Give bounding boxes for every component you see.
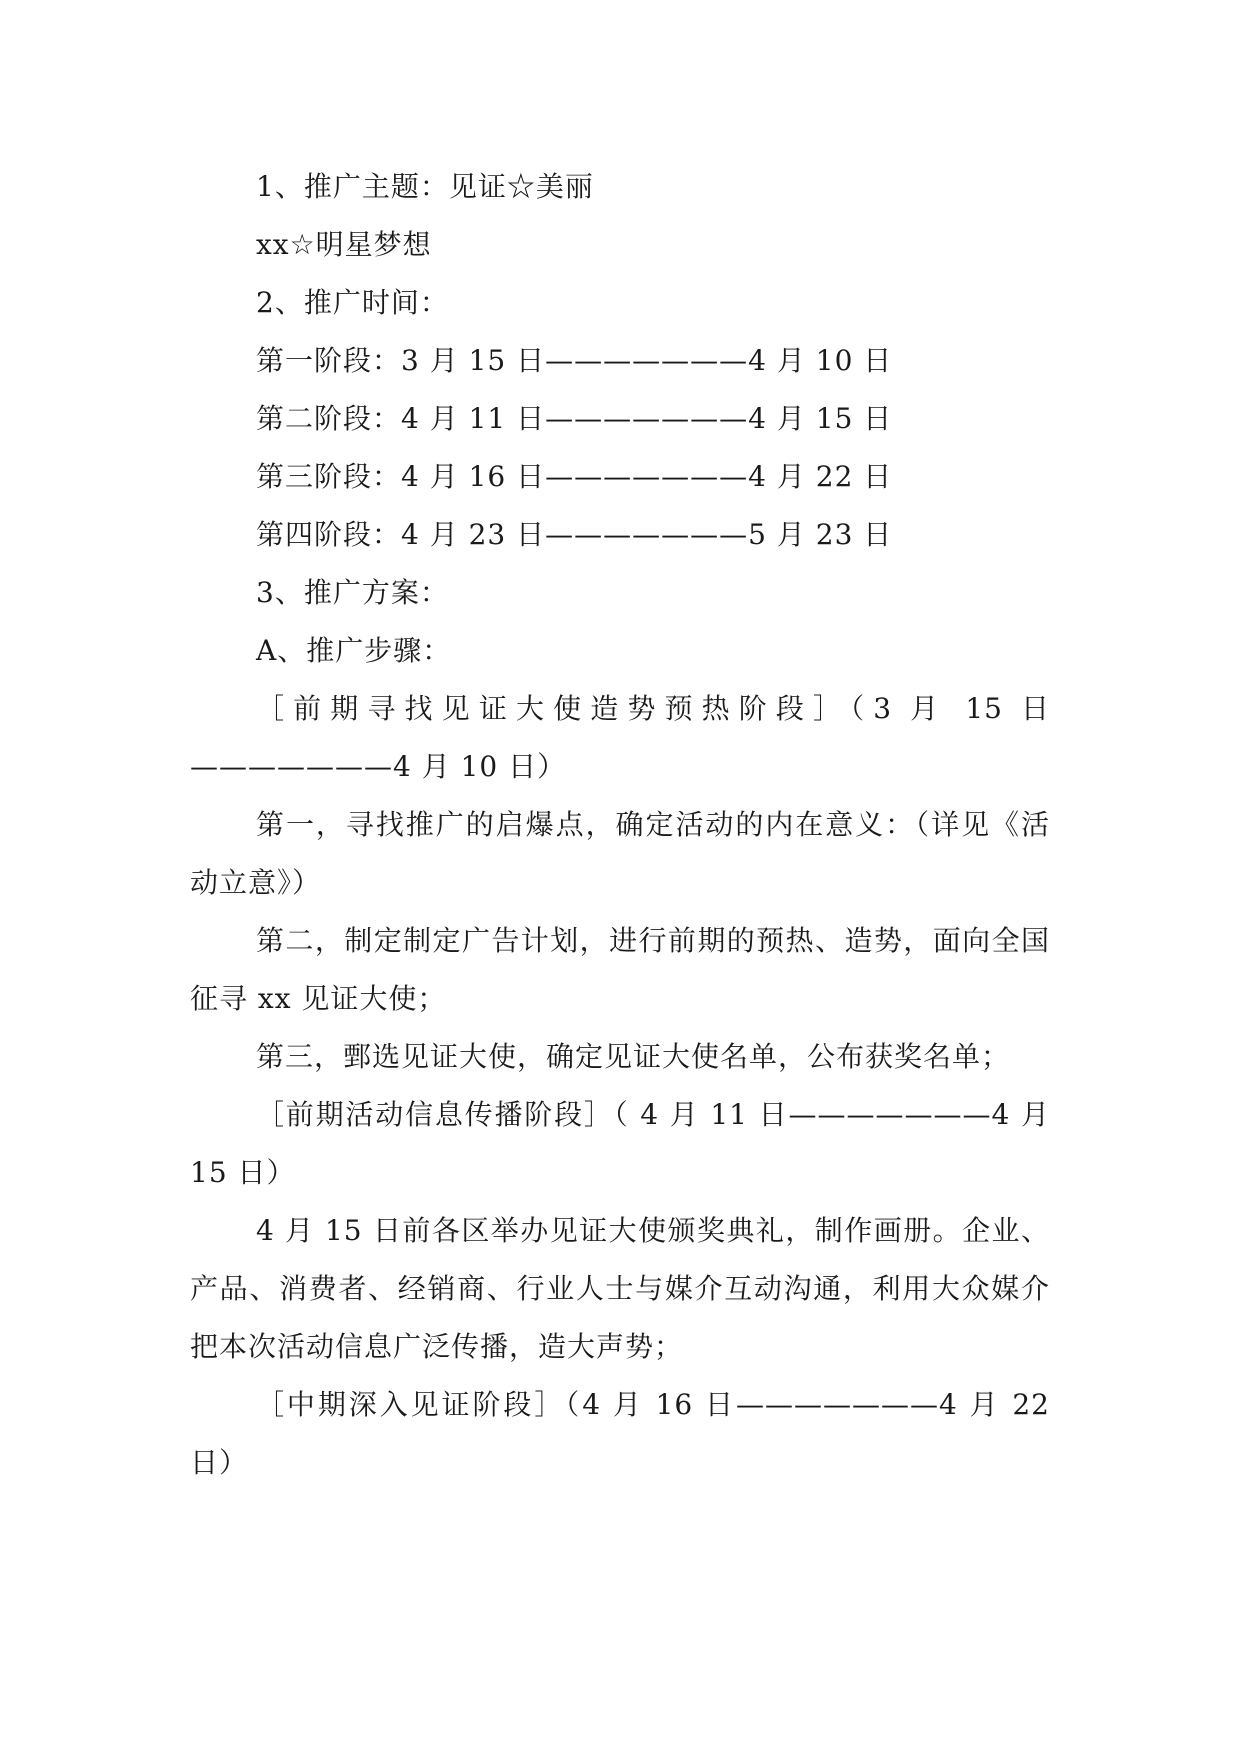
promo-theme-line: 1、推广主题：见证☆美丽: [256, 170, 594, 203]
phase-four-line: 第四阶段：4 月 23 日———————5 月 23 日: [256, 518, 893, 551]
stage-broadcast-heading: ［前期活动信息传播阶段］（ 4 月 11 日———————4 月 15 日）: [190, 1098, 1050, 1189]
phase-two-line: 第二阶段：4 月 11 日———————4 月 15 日: [256, 402, 893, 435]
document-body: [190, 158, 1050, 1492]
promo-theme-continued: xx☆明星梦想: [256, 228, 432, 261]
stage-midterm-heading: ［中期深入见证阶段］（4 月 16 日———————4 月 22 日）: [190, 1388, 1050, 1479]
promo-steps-heading: A、推广步骤：: [256, 634, 452, 667]
promo-time-heading: 2、推广时间：: [256, 286, 449, 319]
phase-one-line: 第一阶段：3 月 15 日———————4 月 10 日: [256, 344, 893, 377]
step-two-paragraph: 第二，制定制定广告计划，进行前期的预热、造势，面向全国征寻 xx 见证大使；: [190, 924, 1050, 1015]
stage-preheat-heading: ［前期寻找见证大使造势预热阶段］（3 月 15 日———————4 月 10 日）: [190, 692, 1050, 783]
step-one-paragraph: 第一，寻找推广的启爆点，确定活动的内在意义：（详见《活动立意》）: [190, 808, 1050, 899]
step-three-paragraph: 第三，鄄选见证大使，确定见证大使名单，公布获奖名单；: [256, 1040, 1011, 1073]
phase-three-line: 第三阶段：4 月 16 日———————4 月 22 日: [256, 460, 893, 493]
promo-plan-heading: 3、推广方案：: [256, 576, 449, 609]
ceremony-paragraph: 4 月 15 日前各区举办见证大使颁奖典礼，制作画册。企业、产品、消费者、经销商、行业人士与媒介互动沟通，利用大众媒介把本次活动信息广泛传播，造大声势；: [190, 1214, 1050, 1363]
